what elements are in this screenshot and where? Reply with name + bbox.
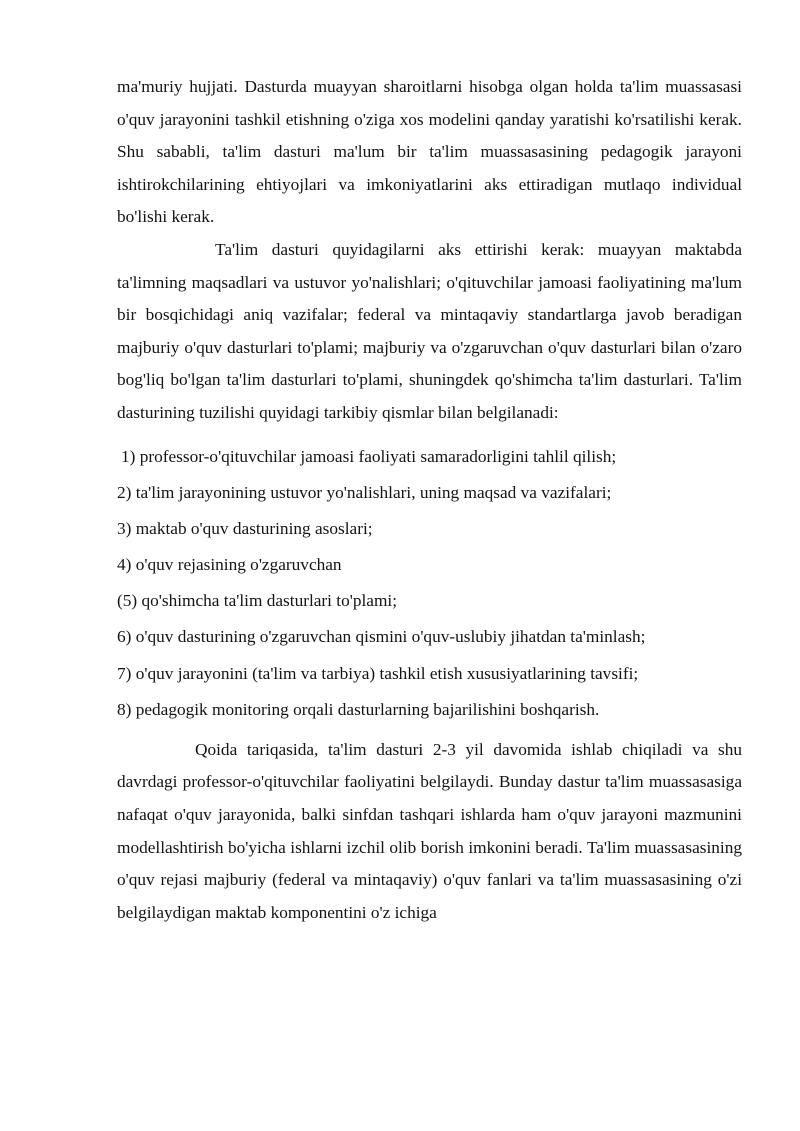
paragraph-continuation: ma'muriy hujjati. Dasturda muayyan sharoitlarni hisobga olgan holda ta'lim muassasasi o'quv jarayonini tashkil etishning o'ziga xos modelini qanday yaratishi ko'rsatilishi kerak. Shu sababli, ta'lim dasturi ma'lum bir ta'lim muassasasining pedagogik jarayoni ishtirokchilarining ehtiyojlari va imkoniyatlarini aks ettiradigan mutlaqo individual bo'lishi kerak. (117, 77, 742, 227)
list-item: 1) professor-o'qituvchilar jamoasi faoliyati samaradorligini tahlil qilish; (121, 446, 617, 466)
list-item: 2) ta'lim jarayonining ustuvor yo'nalishlari, uning maqsad va vazifalari; (117, 482, 612, 502)
paragraph-program-duration: Qoida tariqasida, ta'lim dasturi 2-3 yil davomida ishlab chiqiladi va shu davrdagi professor-o'qituvchilar faoliyatini belgilaydi. Bunday dastur ta'lim muassasasiga nafaqat o'quv jarayonida, balki sinfdan tashqari ishlarda ham o'quv jarayoni mazmunini modellashtirish bo'yicha ishlarni izchil olib borish imkonini beradi. Ta'lim muassasasining o'quv rejasi majburiy (federal va mintaqaviy) o'quv fanlari va ta'lim muassasasining o'zi belgilaydigan maktab komponentini o'z ichiga (117, 739, 742, 922)
list-item: 3) maktab o'quv dasturining asoslari; (117, 518, 373, 538)
list-item: 7) o'quv jarayonini (ta'lim va tarbiya) tashkil etish xususiyatlarining tavsifi; (117, 663, 639, 683)
paragraph-program-contents: Ta'lim dasturi quyidagilarni aks ettirishi kerak: muayyan maktabda ta'limning maqsadlari va ustuvor yo'nalishlari; o'qituvchilar jamoasi faoliyatining ma'lum bir bosqichidagi aniq vazifalar; federal va mintaqaviy standartlarga javob beradigan majburiy o'quv dasturlari to'plami; majburiy va o'zgaruvchan o'quv dasturlari bilan o'zaro bog'liq bo'lgan ta'lim dasturlari to'plami, shuningdek qo'shimcha ta'lim dasturlari. Ta'lim dasturining tuzilishi quyidagi tarkibiy qismlar bilan belgilanadi: (117, 239, 742, 422)
structure-list (117, 447, 742, 720)
list-item: 4) o'quv rejasining o'zgaruvchan (117, 555, 342, 575)
list-item: (5) qo'shimcha ta'lim dasturlari to'plami; (117, 591, 398, 611)
list-item: 6) o'quv dasturining o'zgaruvchan qismini o'quv-uslubiy jihatdan ta'minlash; (117, 627, 646, 647)
list-item: 8) pedagogik monitoring orqali dasturlarning bajarilishini boshqarish. (117, 699, 600, 719)
document-body (117, 71, 742, 929)
